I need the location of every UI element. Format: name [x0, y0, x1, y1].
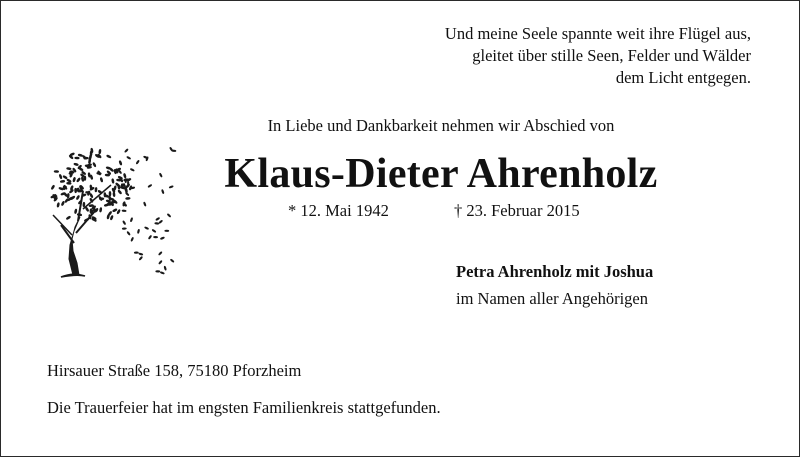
mourner-names: Petra Ahrenholz mit Joshua	[456, 262, 654, 281]
birth-date: * 12. Mai 1942	[288, 201, 389, 220]
poem-line: Und meine Seele spannte weit ihre Flügel aus,	[444, 24, 751, 43]
poem-quote	[371, 23, 751, 89]
poem-line: gleitet über stille Seen, Felder und Wälder	[472, 46, 751, 65]
funeral-note: Die Trauerfeier hat im engsten Familienkreis stattgefunden.	[47, 398, 441, 417]
poem-line: dem Licht entgegen.	[615, 68, 751, 87]
farewell-intro: In Liebe und Dankbarkeit nehmen wir Abschied von	[267, 116, 615, 135]
deceased-name: Klaus-Dieter Ahrenholz	[224, 151, 658, 197]
address: Hirsauer Straße 158, 75180 Pforzheim	[47, 361, 302, 380]
death-date: † 23. Februar 2015	[454, 201, 580, 220]
mourner-subtitle: im Namen aller Angehörigen	[456, 289, 648, 308]
